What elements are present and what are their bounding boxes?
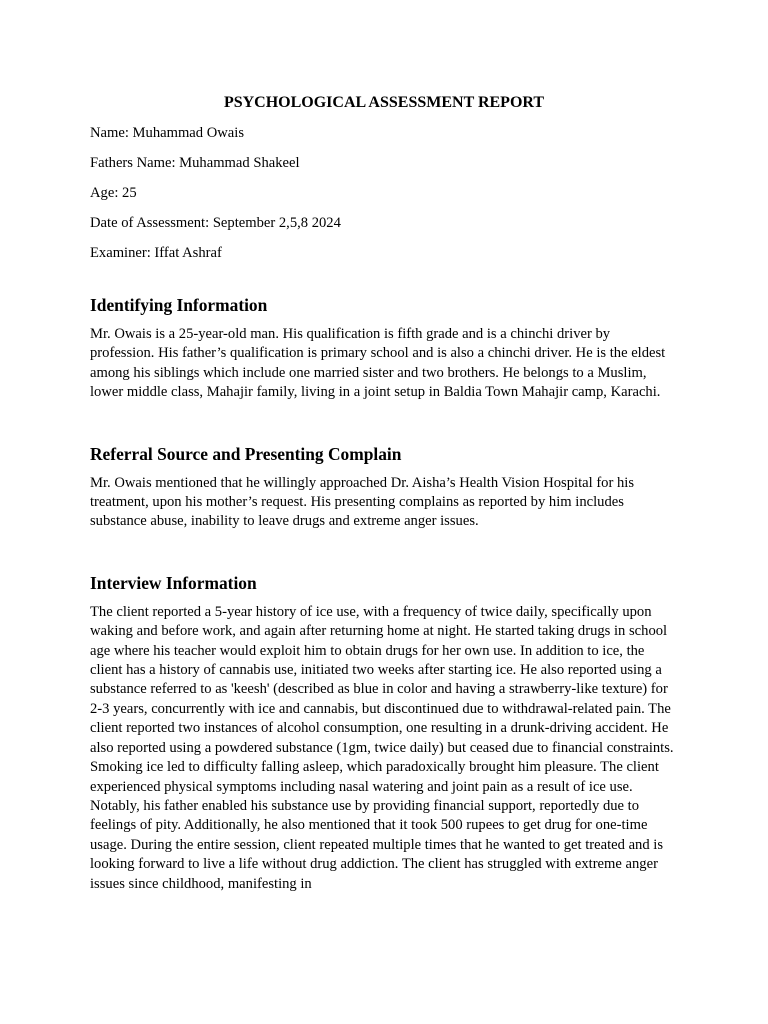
- section-interview-information: [90, 572, 678, 894]
- section-heading: Referral Source and Presenting Complain: [90, 443, 402, 464]
- section-body: The client reported a 5-year history of ice use, with a frequency of twice daily, specifically upon waking and before work, and again after returning home at night. He started taking drugs in school age where his teacher would exploit him to obtain drugs for her own use. In addition to ice, the client has a history of cannabis use, initiated two weeks after starting ice. He also reported using a substance referred to as 'keesh' (described as blue in color and having a strawberry-like texture) for 2-3 years, concurrently with ice and cannabis, but discontinued due to withdrawal-related pain. The client reported two instances of alcohol consumption, one resulting in a drunk-driving accident. He also reported using a powdered substance (1gm, twice daily) but ceased due to financial constraints. Smoking ice led to difficulty falling asleep, which paradoxically brought him pleasure. The client experienced physical symptoms including nasal watering and joint pain as a result of ice use. Notably, his father enabled his substance use by providing financial support, reportedly due to feelings of pity. Additionally, he also mentioned that it took 500 rupees to get drug for one-time usage. During the entire session, client repeated multiple times that he wanted to get treated and is looking forward to live a life without drug addiction. The client has struggled with extreme anger issues since childhood, manifesting in: [90, 603, 674, 892]
- assessment-date: Date of Assessment: September 2,5,8 2024: [90, 215, 341, 231]
- examiner-name: Examiner: Iffat Ashraf: [90, 245, 222, 261]
- section-referral-source: [90, 443, 678, 532]
- document-page: [90, 92, 678, 894]
- fathers-name: Fathers Name: Muhammad Shakeel: [90, 155, 300, 171]
- patient-age: Age: 25: [90, 185, 137, 201]
- section-identifying-information: [90, 294, 678, 403]
- section-body: Mr. Owais mentioned that he willingly approached Dr. Aisha’s Health Vision Hospital for his treatment, upon his mother’s request. His presenting complains as reported by him includes substance abuse, inability to leave drugs and extreme anger issues.: [90, 474, 635, 530]
- section-heading: Interview Information: [90, 572, 257, 593]
- patient-name: Name: Muhammad Owais: [90, 125, 245, 141]
- patient-details: [90, 124, 678, 263]
- section-body: Mr. Owais is a 25-year-old man. His qualification is fifth grade and is a chinchi driver by profession. His father’s qualification is primary school and is also a chinchi driver. He is the eldest among his siblings which include one married sister and two brothers. He belongs to a Muslim, lower middle class, Mahajir family, living in a joint setup in Baldia Town Mahajir camp, Karachi.: [90, 326, 666, 401]
- document-title: PSYCHOLOGICAL ASSESSMENT REPORT: [223, 94, 545, 111]
- section-heading: Identifying Information: [90, 295, 268, 315]
